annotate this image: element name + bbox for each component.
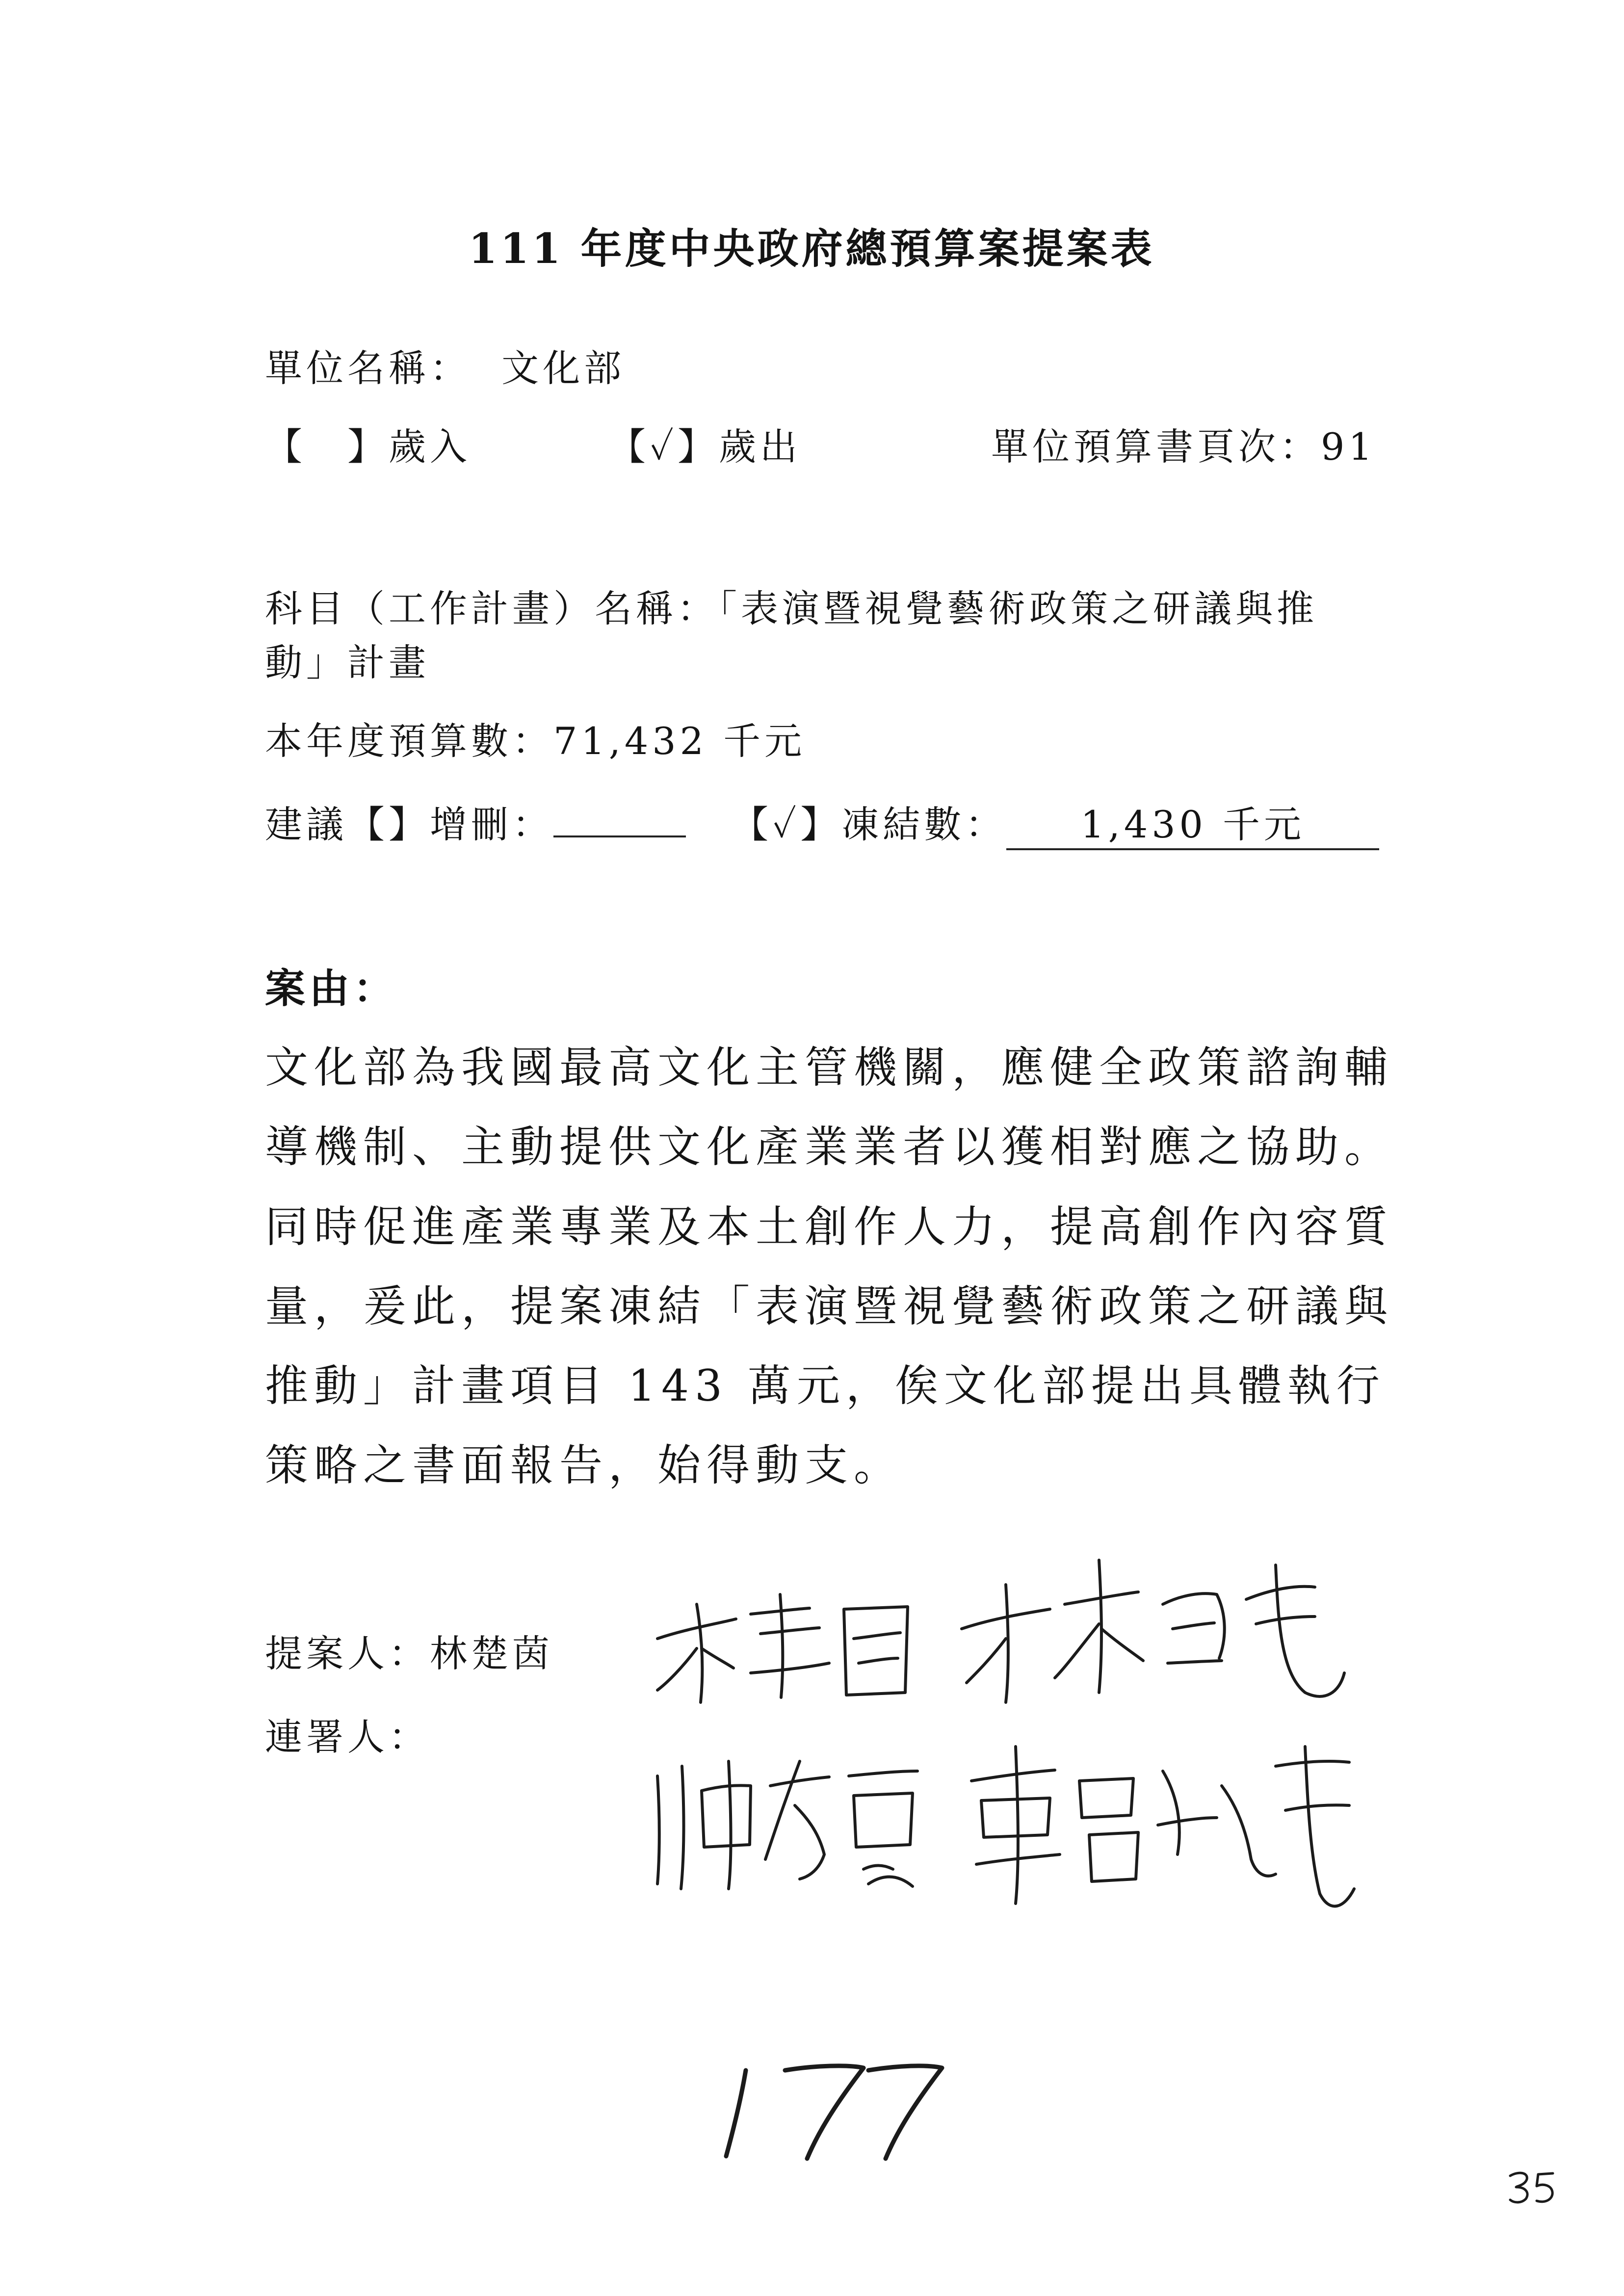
cosigner-label: 連署人： — [265, 1715, 430, 1759]
unit-name-row — [265, 339, 625, 392]
expenditure-checkbox: 【✓】歲出 — [608, 425, 802, 469]
subject-line-1: 科目（工作計畫）名稱：「表演暨視覺藝術政策之研議與推 — [265, 587, 1318, 630]
proposer: 提案人：林楚茵 — [265, 1632, 553, 1675]
budget-amount: 本年度預算數：71,432 千元 — [265, 719, 806, 763]
reason-paragraph-2: 同時促進產業專業及本土創作人力，提高創作內容質量，爰此，提案凍結「表演暨視覺藝術政策之研議與推動」計畫項目 143 萬元，俟文化部提出具體執行策略之書面報告，始得動支。 — [265, 1201, 1394, 1490]
document-title: 111 年度中央政府總預算案提案表 — [469, 224, 1155, 273]
handwritten-signature-3 — [638, 1747, 932, 1894]
handwritten-signature-1 — [648, 1585, 922, 1712]
handwritten-page-number — [716, 2051, 952, 2164]
unit-name-label: 單位名稱： — [265, 346, 471, 390]
reason-paragraph-1: 文化部為我國最高文化主管機關，應健全政策諮詢輔導機制、主動提供文化產業業者以獲相對應之協助。 — [265, 1042, 1394, 1172]
freeze-amount: 1,430 千元 — [1006, 795, 1379, 850]
handwritten-signature-4 — [962, 1737, 1364, 1923]
suggest-change-label: 建議【】增刪： — [265, 803, 553, 846]
unit-name-value: 文化部 — [501, 346, 626, 390]
change-amount-blank — [553, 806, 686, 837]
freeze-label: 【✓】凍結數： — [731, 803, 1007, 846]
reason-heading: 案由： — [265, 965, 398, 1012]
suggestion-row — [265, 795, 1379, 850]
expenditure-row — [608, 417, 801, 470]
budget-book-page-ref: 單位預算書頁次：91 — [991, 425, 1376, 469]
page-ref-row — [991, 417, 1376, 470]
type-row — [265, 417, 471, 470]
handwritten-signature-2 — [952, 1545, 1354, 1722]
handwritten-corner-number — [1506, 2168, 1560, 2208]
revenue-checkbox: 【 】歲入 — [265, 425, 471, 469]
subject-line-2: 動」計畫 — [265, 641, 430, 684]
